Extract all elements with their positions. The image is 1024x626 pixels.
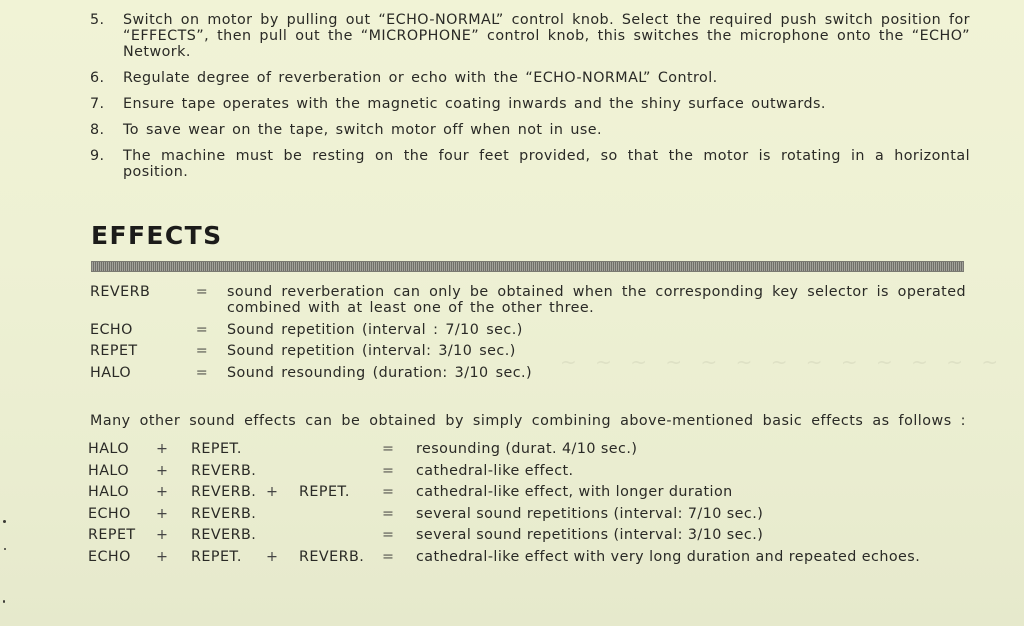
step-number: 7. — [90, 96, 105, 112]
combo-effect-b: REVERB. — [191, 505, 257, 522]
combo-result: several sound repetitions (interval: 7/10 sec.) — [416, 505, 764, 522]
equals-sign: = — [382, 505, 395, 522]
step-number: 8. — [90, 122, 105, 138]
bleed-through-mark: ~ ~ ~ ~ ~ ~ ~ ~ ~ ~ ~ ~ ~ — [560, 350, 1005, 374]
step-number: 9. — [90, 148, 105, 164]
effect-combinations — [88, 441, 968, 571]
combination-row — [88, 484, 968, 506]
plus-sign: + — [266, 484, 279, 501]
combo-effect-a: HALO — [88, 484, 130, 501]
section-divider — [91, 261, 964, 272]
plus-sign: + — [266, 548, 279, 565]
paper-speck — [4, 548, 6, 550]
combination-row — [88, 549, 968, 571]
plus-sign: + — [156, 462, 169, 479]
step-number: 6. — [90, 70, 105, 86]
paper-speck — [3, 520, 6, 523]
combo-effect-b: REPET. — [191, 548, 242, 565]
combo-result: cathedral-like effect with very long duration and repeated echoes. — [416, 548, 921, 565]
step-text: Regulate degree of reverberation or echo with the “ECHO-NORMAL” Control. — [123, 70, 718, 86]
plus-sign: + — [156, 548, 169, 565]
equals-sign: = — [382, 527, 395, 544]
plus-sign: + — [156, 505, 169, 522]
effect-description: Sound resounding (duration: 3/10 sec.) — [227, 364, 533, 381]
plus-sign: + — [156, 527, 169, 544]
step-item — [90, 122, 970, 138]
combo-effect-c: REVERB. — [299, 548, 365, 565]
step-text: To save wear on the tape, switch motor off when not in use. — [123, 122, 603, 138]
combo-result: resounding (durat. 4/10 sec.) — [416, 441, 638, 457]
equals-sign: = — [195, 284, 209, 300]
step-text: Ensure tape operates with the magnetic coating inwards and the shiny surface outwards. — [123, 96, 826, 112]
effect-description: Sound repetition (interval : 7/10 sec.) — [227, 321, 523, 338]
equals-sign: = — [382, 484, 395, 501]
effect-term: ECHO — [90, 321, 133, 338]
step-number: 5. — [90, 12, 105, 28]
step-item — [90, 12, 970, 60]
definition-row — [90, 284, 966, 316]
paper-speck — [3, 600, 5, 603]
combination-row — [88, 527, 968, 549]
effect-term: REVERB — [90, 284, 151, 300]
step-item — [90, 96, 970, 112]
definition-row — [90, 365, 966, 381]
effect-description: Sound repetition (interval: 3/10 sec.) — [227, 343, 516, 359]
combo-effect-a: ECHO — [88, 505, 131, 522]
combo-effect-b: REVERB. — [191, 527, 257, 544]
definition-row — [90, 322, 966, 338]
effect-definitions — [90, 284, 966, 386]
combo-result: cathedral-like effect. — [416, 462, 574, 479]
combo-effect-a: REPET — [88, 527, 136, 544]
combo-effect-c: REPET. — [299, 484, 350, 501]
step-text: Switch on motor by pulling out “ECHO-NORMAL” control knob. Select the required push switch position for “EFFECTS”, then pull out the “MICROPHONE” control knob, this switches the microphone onto the “ECHO” Network. — [123, 12, 970, 60]
step-item — [90, 70, 970, 86]
combination-row — [88, 441, 968, 463]
equals-sign: = — [382, 548, 395, 565]
step-item — [90, 148, 970, 180]
definition-row — [90, 343, 966, 359]
combo-effect-a: ECHO — [88, 548, 131, 565]
combo-effect-b: REVERB. — [191, 462, 257, 479]
combo-result: several sound repetitions (interval: 3/10 sec.) — [416, 527, 764, 544]
equals-sign: = — [382, 441, 395, 457]
plus-sign: + — [156, 484, 169, 501]
combination-row — [88, 463, 968, 485]
equals-sign: = — [195, 321, 209, 338]
effect-term: HALO — [90, 364, 132, 381]
combo-result: cathedral-like effect, with longer duration — [416, 484, 733, 501]
step-text: The machine must be resting on the four feet provided, so that the motor is rotating in a horizontal position. — [123, 148, 970, 180]
instruction-steps — [90, 12, 970, 190]
combo-effect-a: HALO — [88, 462, 130, 479]
equals-sign: = — [195, 343, 209, 359]
combination-row — [88, 506, 968, 528]
combo-effect-b: REPET. — [191, 441, 242, 457]
effect-term: REPET — [90, 343, 138, 359]
plus-sign: + — [156, 441, 169, 457]
equals-sign: = — [382, 462, 395, 479]
combinations-intro: Many other sound effects can be obtained by simply combining above-mentioned basic effects as follows : — [90, 413, 966, 429]
combo-effect-b: REVERB. — [191, 484, 257, 501]
equals-sign: = — [195, 364, 209, 381]
effects-heading: EFFECTS — [91, 221, 223, 250]
effect-description: sound reverberation can only be obtained when the corresponding key selector is operated combined with at least one of the other three. — [227, 284, 966, 316]
combo-effect-a: HALO — [88, 441, 130, 457]
